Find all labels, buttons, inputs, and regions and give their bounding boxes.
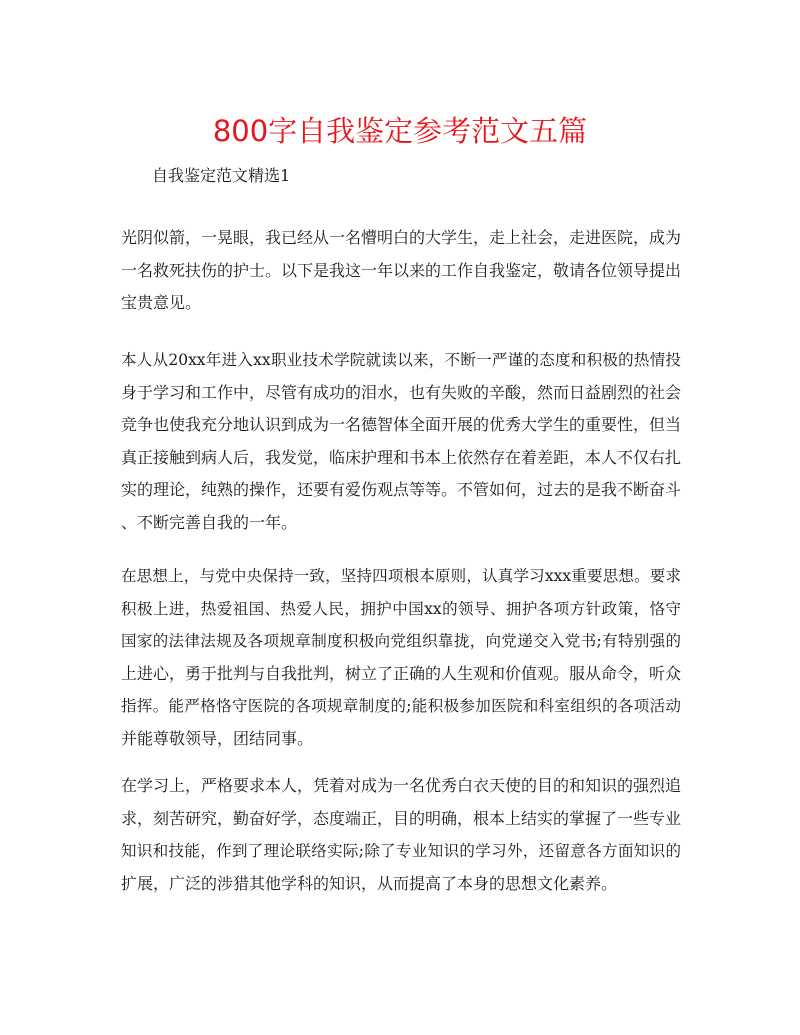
paragraph-line: 实的理论，纯熟的操作，还要有爱伤观点等等。不管如何，过去的是我不断奋斗: [121, 480, 682, 499]
paragraph-line: 宝贵意见。: [121, 293, 202, 312]
paragraph-line: 并能尊敬领导，团结同事。: [121, 728, 314, 748]
paragraph-1: [121, 222, 681, 320]
paragraph-line: 上进心，勇于批判与自我批判，树立了正确的人生观和价值观。服从命令，听众: [121, 663, 682, 683]
paragraph-line: 扩展，广泛的涉猎其他学科的知识，从而提高了本身的思想文化素养。: [121, 873, 618, 893]
paragraph-line: 本人从20xx年进入xx职业技术学院就读以来，不断一严谨的态度和积极的热情投: [121, 351, 681, 369]
section-subtitle: 自我鉴定范文精选1: [152, 166, 291, 185]
paragraph-line: 积极上进，热爱祖国、热爱人民，拥护中国xx的领导、拥护各项方针政策，恪守: [121, 599, 681, 618]
paragraph-line: 、不断完善自我的一年。: [121, 512, 298, 532]
paragraph-line: 一名救死扶伤的护士。以下是我这一年以来的工作自我鉴定，敬请各位领导提出: [121, 260, 682, 280]
paragraph-line: 身于学习和工作中，尽管有成功的泪水，也有失败的辛酸，然而日益剧烈的社会: [121, 382, 682, 402]
paragraph-line: 国家的法律法规及各项规章制度积极向党组织靠拢，向党递交入党书;有特别强的: [121, 632, 681, 650]
paragraph-line: 竞争也使我充分地认识到成为一名德智体全面开展的优秀大学生的重要性，但当: [121, 415, 682, 434]
paragraph-2: [121, 344, 681, 539]
paragraph-line: 真正接触到病人后，我发觉，临床护理和书本上依然存在着差距，本人不仅右扎: [121, 447, 682, 467]
paragraph-line: 指挥。能严格恪守医院的各项规章制度的;能积极参加医院和科室组织的各项活动: [121, 697, 681, 715]
paragraph-4: [121, 770, 681, 900]
paragraph-line: 在学习上，严格要求本人，凭着对成为一名优秀白衣天使的目的和知识的强烈追: [121, 776, 682, 795]
paragraph-line: 知识和技能，作到了理论联络实际;除了专业知识的学习外，还留意各方面知识的: [121, 842, 681, 860]
document-title: 800字自我鉴定参考范文五篇: [212, 114, 588, 148]
paragraph-line: 求，刻苦研究，勤奋好学，态度端正，目的明确，根本上结实的掌握了一些专业: [121, 808, 682, 828]
paragraph-line: 光阴似箭，一晃眼，我已经从一名懵明白的大学生，走上社会，走进医院，成为: [121, 228, 682, 247]
paragraph-line: 在思想上，与党中央保持一致，坚持四项根本原则，认真学习xxx重要思想。要求: [121, 567, 681, 585]
paragraph-3: [121, 560, 681, 755]
